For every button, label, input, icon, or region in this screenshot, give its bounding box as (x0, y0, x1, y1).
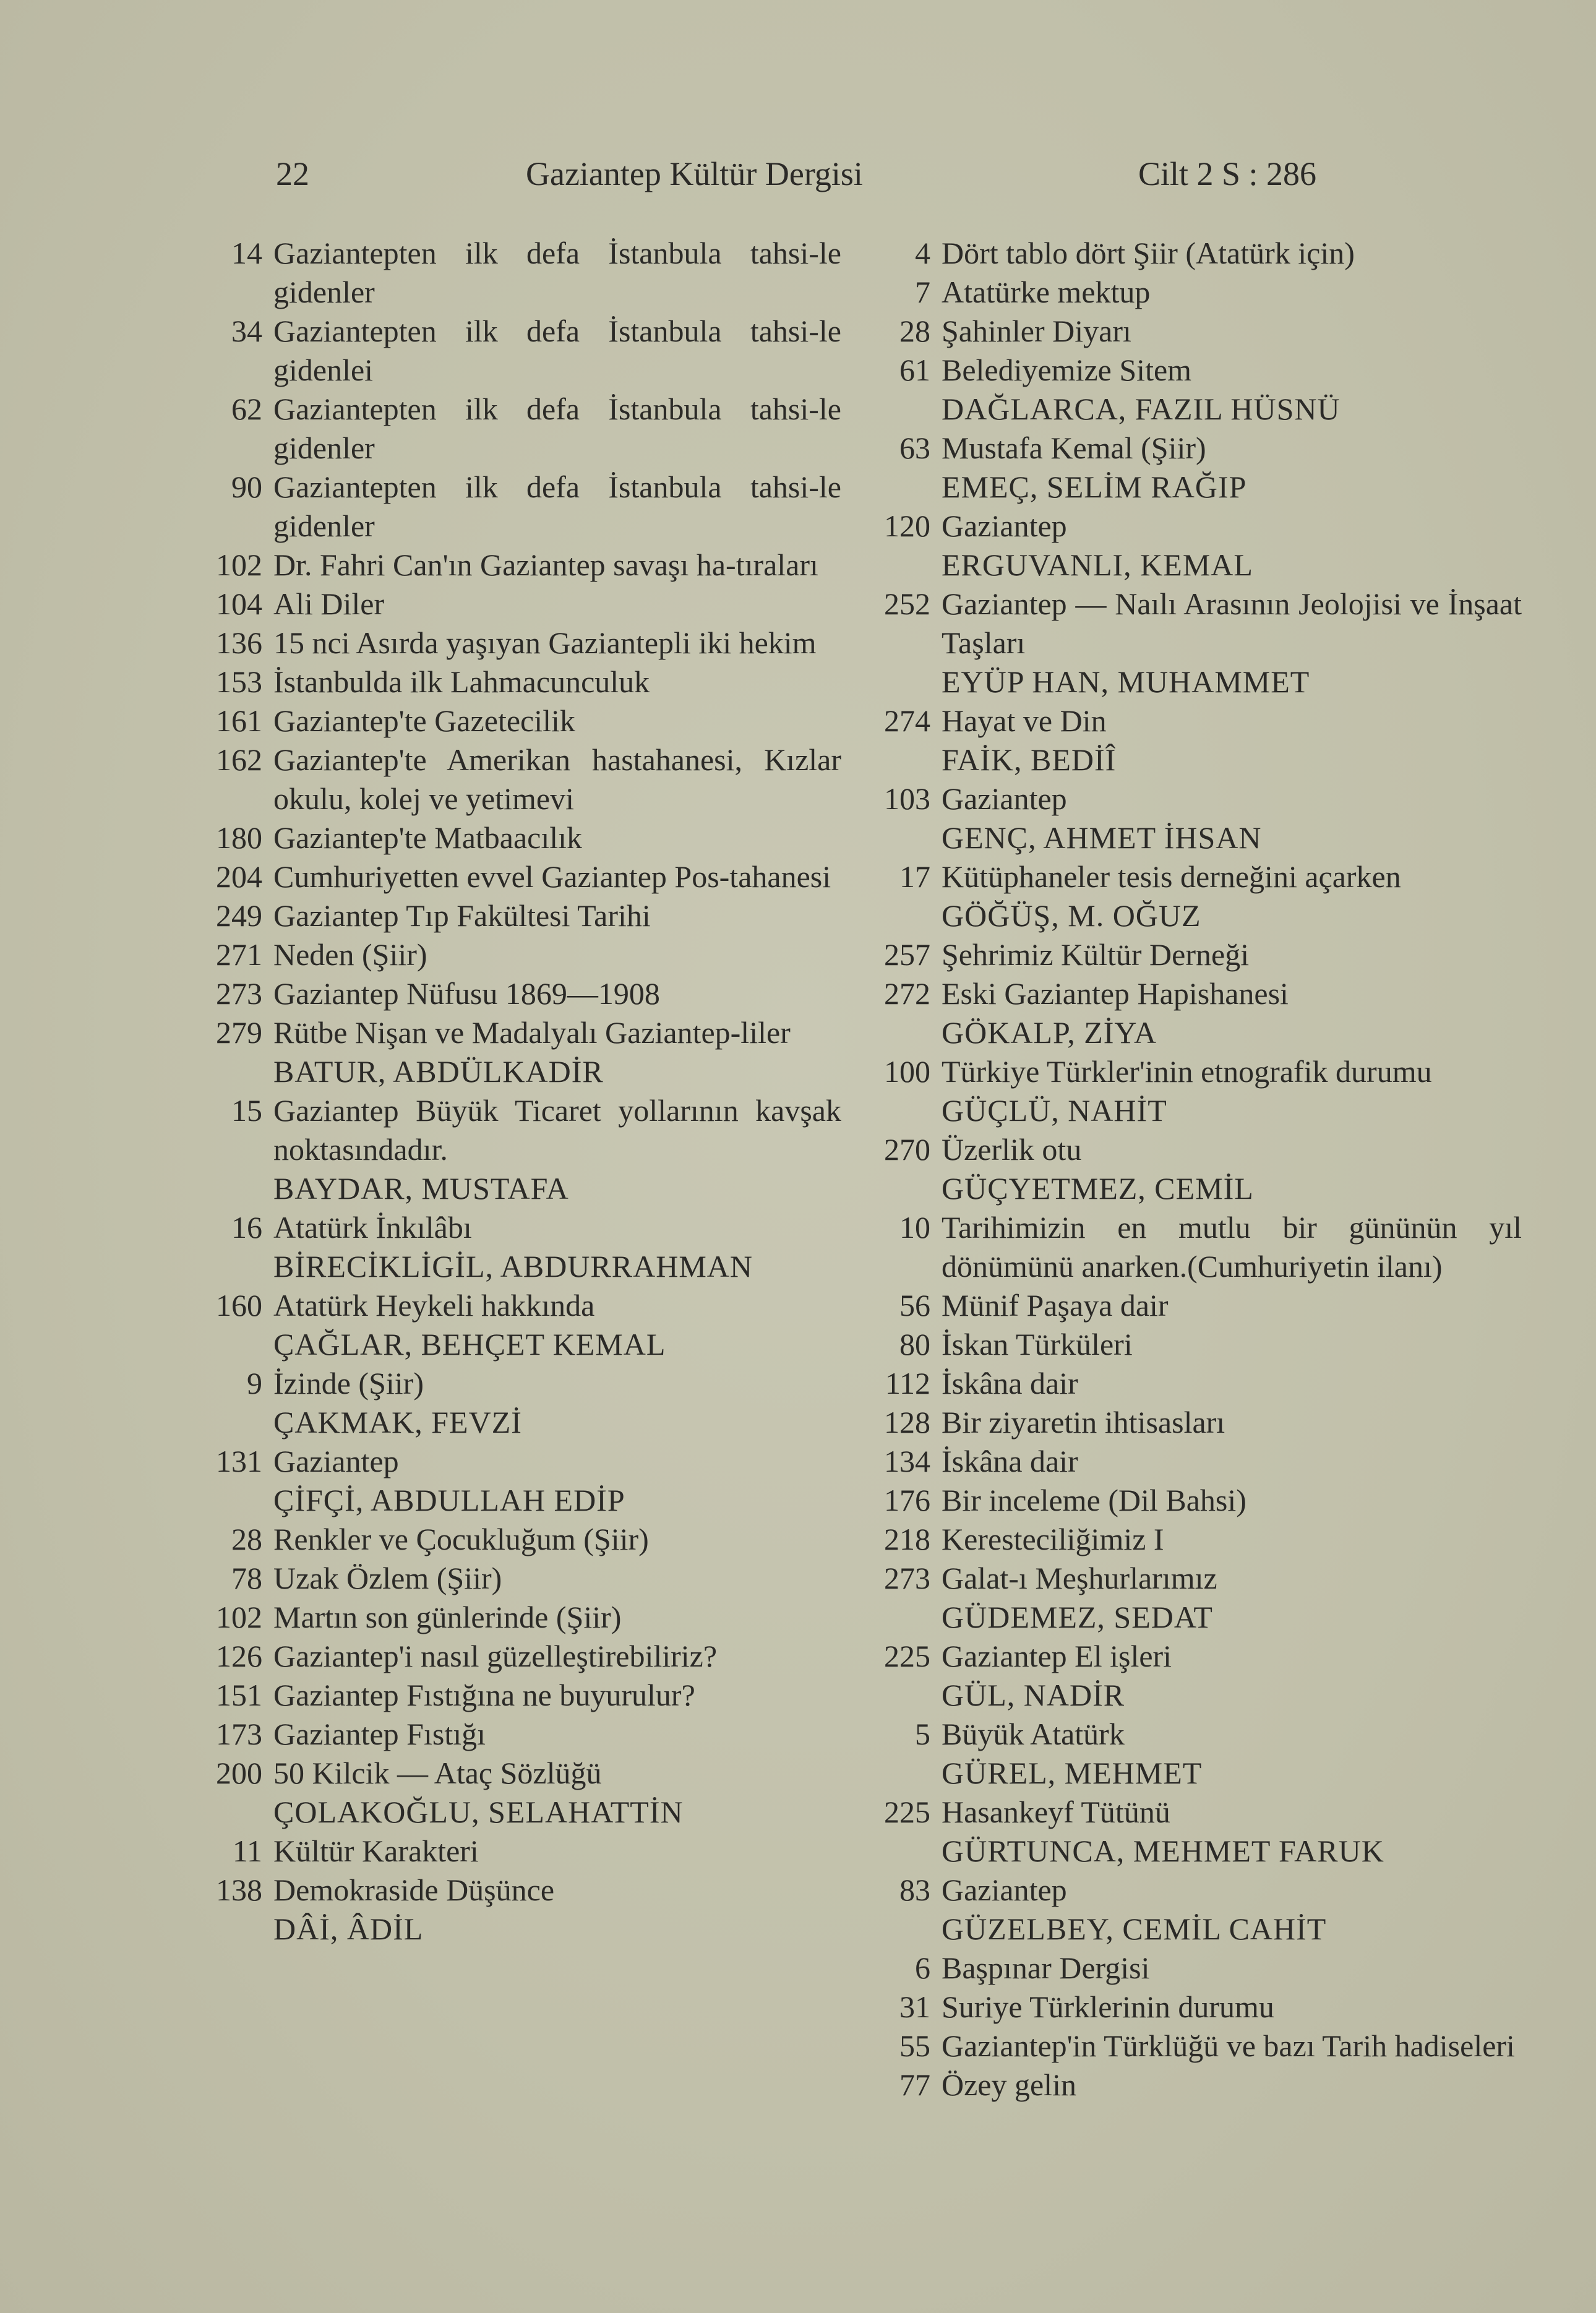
entry-title: Dr. Fahri Can'ın Gaziantep savaşı ha-tıraları (273, 547, 818, 582)
index-entry (186, 1559, 841, 1598)
entry-title: Büyük Atatürk (942, 1717, 1125, 1751)
index-entry (186, 390, 841, 468)
page-header (0, 155, 1596, 204)
entry-title: İskâna dair (942, 1366, 1078, 1401)
author-name: GÜÇYETMEZ, CEMİL (942, 1171, 1254, 1206)
entry-page-number: 161 (216, 703, 262, 738)
entry-page-number: 252 (884, 586, 930, 621)
entry-page-number: 218 (884, 1522, 930, 1556)
index-entry (186, 312, 841, 390)
entry-title: Gaziantepten ilk defa İstanbula tahsi-le gidenler (273, 236, 841, 309)
entry-title: Gaziantep El işleri (942, 1639, 1172, 1673)
author-name: GENÇ, AHMET İHSAN (942, 820, 1262, 855)
index-entry (186, 1832, 841, 1871)
entry-page-number: 15 (231, 1093, 262, 1128)
entry-title: Gaziantep'i nasıl güzelleştirebiliriz? (273, 1639, 718, 1673)
index-entry (854, 1481, 1522, 1520)
entry-title: Türkiye Türkler'inin etnografik durumu (942, 1054, 1432, 1089)
entry-page-number: 17 (899, 859, 930, 894)
index-entry (854, 1130, 1522, 1169)
entry-page-number: 249 (216, 898, 262, 933)
entry-page-number: 55 (899, 2028, 930, 2063)
entry-page-number: 273 (884, 1561, 930, 1595)
entry-page-number: 62 (231, 392, 262, 426)
entry-title: Gaziantepten ilk defa İstanbula tahsi-le gidenlei (273, 314, 841, 387)
entry-title: Gaziantep'te Gazetecilik (273, 703, 575, 738)
entry-page-number: 104 (216, 586, 262, 621)
entry-title: Gaziantep (942, 781, 1067, 816)
entry-page-number: 28 (231, 1522, 262, 1556)
index-entry (854, 857, 1522, 896)
entry-title: Gaziantep'te Matbaacılık (273, 820, 583, 855)
index-entry (186, 624, 841, 663)
entry-title: Tarihimizin en mutlu bir gününün yıl dönümünü anarken.(Cumhuriyetin ilanı) (942, 1210, 1522, 1284)
index-entry (854, 1325, 1522, 1364)
entry-page-number: 9 (247, 1366, 262, 1401)
entry-page-number: 257 (884, 937, 930, 972)
index-entry (186, 857, 841, 896)
entry-page-number: 151 (216, 1678, 262, 1712)
entry-title: İskâna dair (942, 1444, 1078, 1478)
entry-title: Suriye Türklerinin durumu (942, 1989, 1274, 2024)
author-name: EMEÇ, SELİM RAĞIP (942, 470, 1247, 504)
entry-title: Cumhuriyetten evvel Gaziantep Pos-tahanesi (273, 859, 831, 894)
index-entry (854, 935, 1522, 974)
entry-page-number: 160 (216, 1288, 262, 1323)
entry-page-number: 270 (884, 1132, 930, 1167)
entry-page-number: 112 (885, 1366, 930, 1401)
author-name: BİRECİKLİGİL, ABDURRAHMAN (273, 1249, 753, 1284)
index-entry (186, 896, 841, 935)
entry-title: Bir ziyaretin ihtisasları (942, 1405, 1225, 1440)
index-entry (186, 585, 841, 624)
entry-page-number: 136 (216, 625, 262, 660)
author-name: ÇAĞLAR, BEHÇET KEMAL (273, 1327, 666, 1362)
author-name: BATUR, ABDÜLKADİR (273, 1054, 604, 1089)
index-entry (854, 779, 1522, 818)
entry-title: Şahinler Diyarı (942, 314, 1131, 348)
entry-page-number: 176 (884, 1483, 930, 1517)
entry-title: Eski Gaziantep Hapishanesi (942, 976, 1289, 1011)
entry-page-number: 6 (915, 1950, 930, 1985)
entry-title: Üzerlik otu (942, 1132, 1082, 1167)
entry-title: 15 nci Asırda yaşıyan Gaziantepli iki hekim (273, 625, 817, 660)
entry-title: Özey gelin (942, 2067, 1076, 2102)
entry-page-number: 56 (899, 1288, 930, 1323)
index-entry (854, 702, 1522, 740)
index-entry (186, 468, 841, 546)
index-entry (854, 1949, 1522, 1988)
entry-title: Belediyemize Sitem (942, 353, 1192, 387)
volume-info: Cilt 2 S : 286 (1138, 155, 1317, 192)
entry-title: Atatürk İnkılâbı (273, 1210, 472, 1245)
index-entry (854, 1793, 1522, 1832)
entry-title: Gaziantepten ilk defa İstanbula tahsi-le gidenler (273, 470, 841, 543)
entry-page-number: 16 (231, 1210, 262, 1245)
entry-title: Gaziantep Fıstığı (273, 1717, 486, 1751)
author-name: GÜÇLÜ, NAHİT (942, 1093, 1167, 1128)
entry-page-number: 271 (216, 937, 262, 972)
entry-title: Renkler ve Çocukluğum (Şiir) (273, 1522, 649, 1556)
entry-title: Gaziantep (942, 1873, 1067, 1907)
author-name: EYÜP HAN, MUHAMMET (942, 664, 1310, 699)
author-name: GÖKALP, ZİYA (942, 1015, 1157, 1050)
index-entry (186, 702, 841, 740)
index-entry (854, 1208, 1522, 1286)
index-entry (186, 1598, 841, 1637)
entry-title: Hasankeyf Tütünü (942, 1795, 1170, 1829)
index-entry (186, 1442, 841, 1481)
entry-title: Münif Paşaya dair (942, 1288, 1169, 1323)
entry-title: Gaziantep Fıstığına ne buyurulur? (273, 1678, 695, 1712)
entry-page-number: 90 (231, 470, 262, 504)
index-entry (854, 429, 1522, 468)
author-name: DÂİ, ÂDİL (273, 1912, 424, 1946)
entry-title: 50 Kilcik — Ataç Sözlüğü (273, 1756, 602, 1790)
entry-page-number: 80 (899, 1327, 930, 1362)
entry-title: Gaziantep (273, 1444, 399, 1478)
entry-title: Gaziantep Büyük Ticaret yollarının kavşak noktasındadır. (273, 1093, 841, 1167)
entry-title: Gaziantep (942, 509, 1067, 543)
entry-title: Şehrimiz Kültür Derneği (942, 937, 1250, 972)
index-entry (186, 935, 841, 974)
entry-title: Bir inceleme (Dil Bahsi) (942, 1483, 1246, 1517)
entry-title: Neden (Şiir) (273, 937, 427, 972)
entry-title: Gaziantep — Naılı Arasının Jeolojisi ve İnşaat Taşları (942, 586, 1522, 660)
index-entry (854, 974, 1522, 1013)
entry-title: Uzak Özlem (Şiir) (273, 1561, 502, 1595)
index-entry (186, 1754, 841, 1793)
entry-page-number: 273 (216, 976, 262, 1011)
index-entry (186, 546, 841, 585)
entry-title: Gaziantep'in Türklüğü ve bazı Tarih hadiseleri (942, 2028, 1515, 2063)
index-entry (186, 663, 841, 702)
entry-title: Gaziantep'te Amerikan hastahanesi, Kızlar okulu, kolej ve yetimevi (273, 742, 841, 816)
index-entry (854, 1715, 1522, 1754)
entry-page-number: 78 (231, 1561, 262, 1595)
entry-page-number: 272 (884, 976, 930, 1011)
index-entry (854, 2066, 1522, 2105)
author-name: ERGUVANLI, KEMAL (942, 547, 1253, 582)
author-name: BAYDAR, MUSTAFA (273, 1171, 569, 1206)
index-entry (854, 351, 1522, 390)
entry-page-number: 100 (884, 1054, 930, 1089)
entry-title: İstanbulda ilk Lahmacunculuk (273, 664, 650, 699)
index-entry (186, 1871, 841, 1910)
entry-title: Kültür Karakteri (273, 1834, 479, 1868)
index-entry (186, 234, 841, 312)
author-name: GÖĞÜŞ, M. OĞUZ (942, 898, 1201, 933)
author-name: ÇAKMAK, FEVZİ (273, 1405, 522, 1440)
author-name: GÜZELBEY, CEMİL CAHİT (942, 1912, 1327, 1946)
entry-page-number: 28 (899, 314, 930, 348)
index-entry (854, 1052, 1522, 1091)
author-name: FAİK, BEDİÎ (942, 742, 1117, 777)
entry-page-number: 102 (216, 1600, 262, 1634)
index-entry (186, 1715, 841, 1754)
author-name: DAĞLARCA, FAZIL HÜSNÜ (942, 392, 1341, 426)
index-entry (854, 234, 1522, 273)
entry-title: Gaziantep Nüfusu 1869—1908 (273, 976, 660, 1011)
entry-page-number: 153 (216, 664, 262, 699)
entry-page-number: 128 (884, 1405, 930, 1440)
index-entry (854, 312, 1522, 351)
entry-page-number: 14 (231, 236, 262, 270)
index-entry (854, 1637, 1522, 1676)
index-entry (854, 273, 1522, 312)
author-name: ÇİFÇİ, ABDULLAH EDİP (273, 1483, 625, 1517)
index-entry (186, 1676, 841, 1715)
entry-page-number: 4 (915, 236, 930, 270)
page-number: 22 (276, 155, 309, 192)
entry-title: Kütüphaneler tesis derneğini açarken (942, 859, 1401, 894)
entry-title: Hayat ve Din (942, 703, 1107, 738)
entry-page-number: 204 (216, 859, 262, 894)
entry-title: Rütbe Nişan ve Madalyalı Gaziantep-liler (273, 1015, 791, 1050)
entry-page-number: 103 (884, 781, 930, 816)
author-name: ÇOLAKOĞLU, SELAHATTİN (273, 1795, 684, 1829)
entry-title: Mustafa Kemal (Şiir) (942, 431, 1206, 465)
entry-title: Gaziantep Tıp Fakültesi Tarihi (273, 898, 651, 933)
entry-page-number: 102 (216, 547, 262, 582)
entry-page-number: 200 (216, 1756, 262, 1790)
entry-title: Martın son günlerinde (Şiir) (273, 1600, 622, 1634)
entry-page-number: 83 (899, 1873, 930, 1907)
entry-page-number: 77 (899, 2067, 930, 2102)
index-entry (854, 507, 1522, 546)
index-column-left (186, 234, 841, 1949)
entry-title: Gaziantepten ilk defa İstanbula tahsi-le gidenler (273, 392, 841, 465)
index-entry (186, 974, 841, 1013)
entry-page-number: 162 (216, 742, 262, 777)
index-entry (854, 585, 1522, 663)
entry-page-number: 180 (216, 820, 262, 855)
index-entry (854, 1520, 1522, 1559)
entry-title: Galat-ı Meşhurlarımız (942, 1561, 1217, 1595)
index-entry (186, 818, 841, 857)
index-entry (186, 1286, 841, 1325)
index-entry (186, 1520, 841, 1559)
index-entry (854, 1988, 1522, 2027)
index-entry (186, 1637, 841, 1676)
author-name: GÜDEMEZ, SEDAT (942, 1600, 1213, 1634)
entry-title: Dört tablo dört Şiir (Atatürk için) (942, 236, 1355, 270)
author-name: GÜL, NADİR (942, 1678, 1125, 1712)
entry-page-number: 274 (884, 703, 930, 738)
entry-page-number: 34 (231, 314, 262, 348)
entry-page-number: 126 (216, 1639, 262, 1673)
index-entry (854, 1871, 1522, 1910)
entry-page-number: 138 (216, 1873, 262, 1907)
entry-title: Başpınar Dergisi (942, 1950, 1150, 1985)
author-name: GÜRTUNCA, MEHMET FARUK (942, 1834, 1384, 1868)
entry-page-number: 7 (915, 275, 930, 309)
entry-page-number: 10 (899, 1210, 930, 1245)
entry-title: İzinde (Şiir) (273, 1366, 424, 1401)
entry-page-number: 11 (232, 1834, 262, 1868)
index-entry (854, 1442, 1522, 1481)
entry-title: İskan Türküleri (942, 1327, 1133, 1362)
index-entry (854, 1403, 1522, 1442)
index-entry (854, 1286, 1522, 1325)
entry-page-number: 131 (216, 1444, 262, 1478)
index-entry (186, 1364, 841, 1403)
entry-page-number: 134 (884, 1444, 930, 1478)
entry-title: Atatürk Heykeli hakkında (273, 1288, 595, 1323)
entry-title: Ali Diler (273, 586, 385, 621)
author-name: GÜREL, MEHMET (942, 1756, 1203, 1790)
index-entry (186, 1091, 841, 1169)
index-entry (854, 1364, 1522, 1403)
entry-page-number: 61 (899, 353, 930, 387)
entry-title: Atatürke mektup (942, 275, 1151, 309)
index-entry (186, 1208, 841, 1247)
entry-page-number: 5 (915, 1717, 930, 1751)
entry-page-number: 225 (884, 1639, 930, 1673)
index-entry (186, 740, 841, 818)
index-entry (854, 2027, 1522, 2066)
index-entry (186, 1013, 841, 1052)
entry-page-number: 173 (216, 1717, 262, 1751)
entry-title: Demokraside Düşünce (273, 1873, 555, 1907)
entry-page-number: 63 (899, 431, 930, 465)
entry-page-number: 31 (899, 1989, 930, 2024)
index-entry (854, 1559, 1522, 1598)
journal-title: Gaziantep Kültür Dergisi (526, 155, 863, 192)
index-column-right (854, 234, 1522, 2105)
entry-page-number: 279 (216, 1015, 262, 1050)
entry-page-number: 120 (884, 509, 930, 543)
entry-page-number: 225 (884, 1795, 930, 1829)
entry-title: Keresteciliğimiz I (942, 1522, 1164, 1556)
